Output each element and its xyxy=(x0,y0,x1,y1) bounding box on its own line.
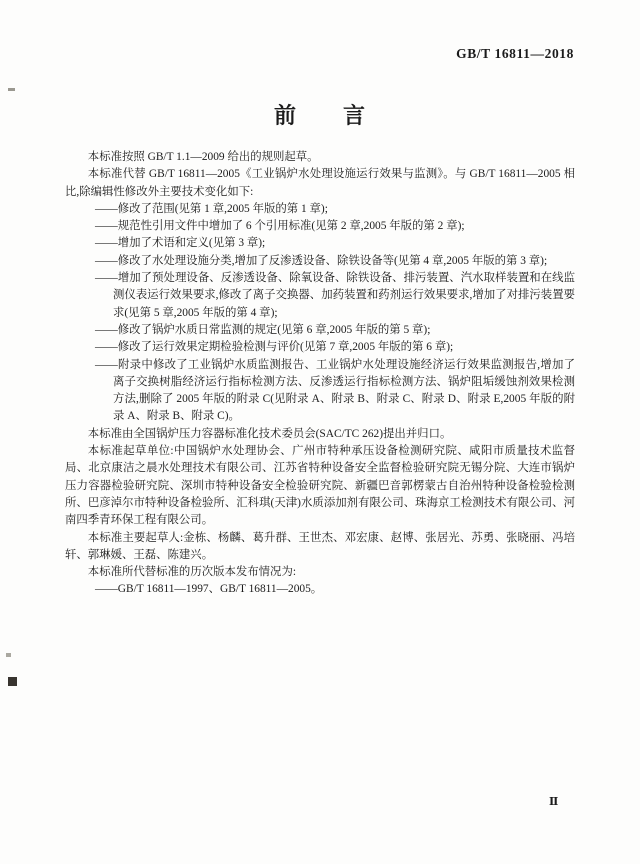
para-replacement: 本标准代替 GB/T 16811—2005《工业锅炉水处理设施运行效果与监测》。与 GB/T 16811—2005 相比,除编辑性修改外主要技术变化如下: xyxy=(65,168,575,198)
scan-speck xyxy=(8,88,15,91)
foreword-body xyxy=(65,149,575,599)
change-list-item: ——增加了预处理设备、反渗透设备、除氧设备、除铁设备、排污装置、汽水取样装置和在线监测仪表运行效果要求,修改了离子交换器、加药装置和药剂运行效果要求,增加了对排污装置要求(见第 5 章,2005 年版的第 4 章); xyxy=(95,272,575,319)
change-list-item: ——附录中修改了工业锅炉水质监测报告、工业锅炉水处理设施经济运行效果监测报告,增加了离子交换树脂经济运行指标检测方法、反渗透运行指标检测方法、锅炉阻垢缓蚀剂效果检测方法,删除了 2005 年版的附录 C(见附录 A、附录 B、附录 C、附录 D、附录 E,2005 年版的附录 A、附录 B、附录 C)。 xyxy=(95,358,575,423)
change-list-item: ——增加了术语和定义(见第 3 章); xyxy=(95,237,266,250)
para-drafting-rule: 本标准按照 GB/T 1.1—2009 给出的规则起草。 xyxy=(87,151,319,163)
change-list-item: ——修改了范围(见第 1 章,2005 年版的第 1 章); xyxy=(95,202,328,215)
change-list-item: ——修改了锅炉水质日常监测的规定(见第 6 章,2005 年版的第 5 章); xyxy=(95,323,431,336)
scan-speck xyxy=(6,653,11,657)
scan-speck xyxy=(8,677,17,686)
change-list-item: ——修改了水处理设施分类,增加了反渗透设备、除铁设备等(见第 4 章,2005 年版的第 3 章); xyxy=(95,254,548,267)
para-previous-editions-intro: 本标准所代替标准的历次版本发布情况为: xyxy=(87,566,296,579)
para-drafting-organizations: 本标准起草单位:中国锅炉水处理协会、广州市特种承压设备检测研究院、咸阳市质量技术监督局、北京康洁之晨水处理技术有限公司、江苏省特种设备安全监督检验研究院无锡分院、大连市锅炉压力容器检验研究院、深圳市特种设备安全检验研究院、新疆巴音郭楞蒙古自治州特种设备检验检测所、巴彦淖尔市特种设备检验所、汇科琪(天津)水质添加剂有限公司、珠海京工检测技术有限公司、河南四季青环保工程有限公司。 xyxy=(65,445,575,527)
para-committee: 本标准由全国锅炉压力容器标准化技术委员会(SAC/TC 262)提出并归口。 xyxy=(87,427,452,440)
change-list-item: ——规范性引用文件中增加了 6 个引用标准(见第 2 章,2005 年版的第 2 章); xyxy=(95,220,465,233)
change-list-item: ——修改了运行效果定期检验检测与评价(见第 7 章,2005 年版的第 6 章); xyxy=(95,341,454,354)
foreword-title: 前 言 xyxy=(273,103,366,128)
page-number: Ⅱ xyxy=(549,796,559,808)
standard-code-header: GB/T 16811—2018 xyxy=(456,46,574,61)
para-drafters: 本标准主要起草人:金栋、杨麟、葛升群、王世杰、邓宏康、赵博、张居光、苏勇、张晓丽、冯培轩、郭琳媛、王磊、陈建兴。 xyxy=(65,531,575,561)
para-previous-editions: ——GB/T 16811—1997、GB/T 16811—2005。 xyxy=(95,583,323,596)
